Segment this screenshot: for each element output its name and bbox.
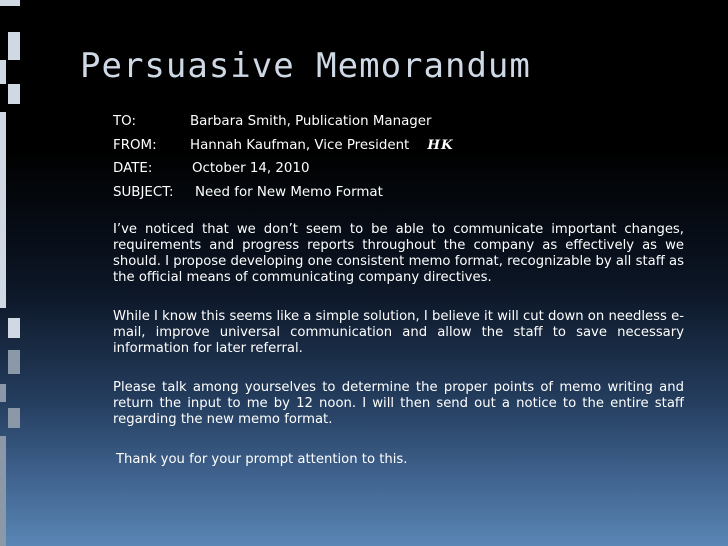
memo-closing: Thank you for your prompt attention to this. [116,452,408,467]
decor-bar [0,112,6,308]
memo-from-value: Hannah Kaufman, Vice President [190,137,410,153]
decor-bar [0,60,6,84]
decor-bar [8,350,20,374]
decor-bar [0,384,6,402]
memo-from-line [113,134,684,158]
decor-bar [8,84,20,104]
decor-bar [8,318,20,338]
decor-bar-top [0,0,20,6]
memo-subject-line [113,181,684,205]
slide-title: Persuasive Memorandum [80,46,531,86]
memo-from-label: FROM: [113,137,157,153]
memo-date-label: DATE: [113,161,153,176]
memo-paragraph: Please talk among yourselves to determine the proper points of memo writing and return the input to me by 12 noon. I will then send out a notice to the entire staff regarding the new memo format. [113,380,684,427]
decor-bar [8,408,20,428]
memo-subject-label: SUBJECT: [113,184,174,200]
memo-subject-value: Need for New Memo Format [195,184,383,200]
memo-initials: HK [427,136,454,153]
memo-date-line [113,157,684,181]
memo-paragraph: While I know this seems like a simple solution, I believe it will cut down on needless e-mail, improve universal communication and allow the staff to save necessary information for later referral. [113,309,684,356]
decor-bar [8,32,20,60]
memo-to-line [113,110,684,134]
memo-to-label: TO: [113,114,136,129]
memo-to-value: Barbara Smith, Publication Manager [190,114,432,129]
memo-body [113,110,684,468]
memo-date-value: October 14, 2010 [192,161,310,176]
decor-bar [0,436,6,546]
memo-paragraph: I’ve noticed that we don’t seem to be able to communicate important changes, requirements and progress reports throughout the company as effectively as we should. I propose developing one consistent memo format, recognizable by all staff as the official means of communicating company directives. [113,222,684,285]
